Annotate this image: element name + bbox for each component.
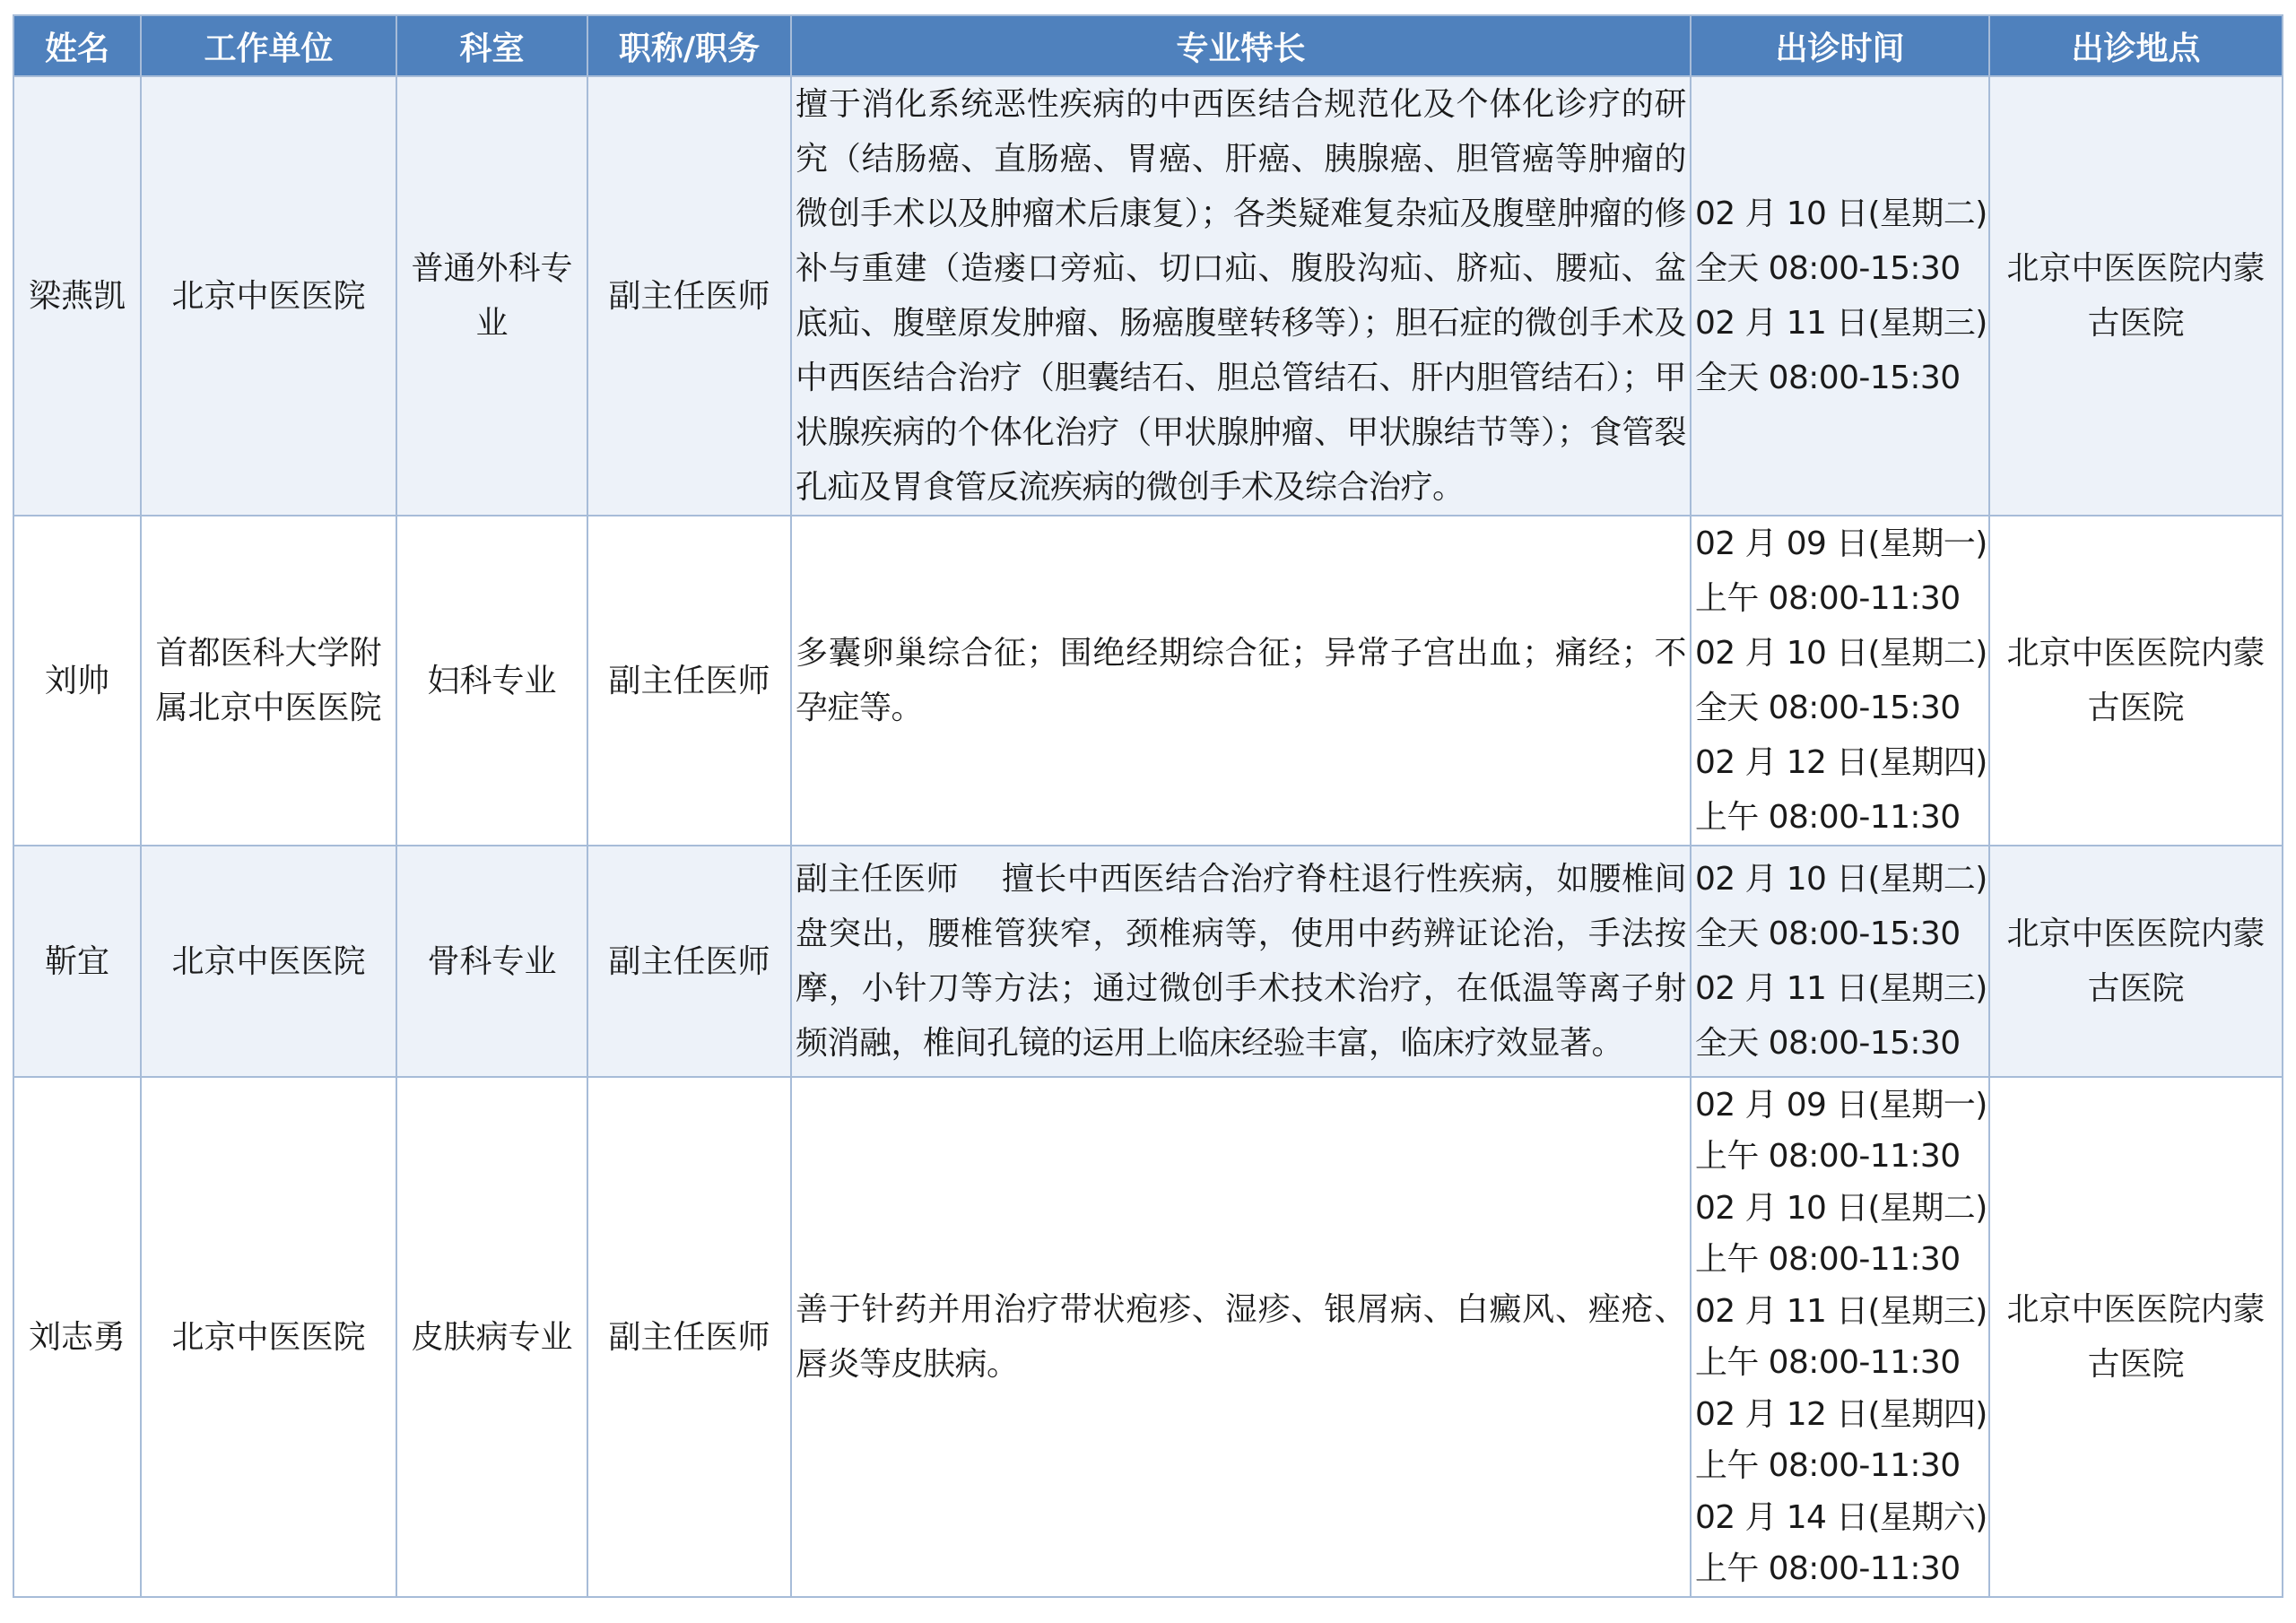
header-unit: 工作单位 [141,15,396,76]
clinic-location: 北京中医医院内蒙古医院 [1989,1077,2283,1597]
time-line: 02 月 10 日(星期二) [1695,861,1987,898]
table-row [13,1077,2283,1597]
time-line: 全天 08:00-15:30 [1695,1025,1961,1062]
department: 皮肤病专业 [396,1077,587,1597]
time-line: 上午 08:00-11:30 [1695,799,1961,836]
time-line: 02 月 11 日(星期三) [1695,1292,1987,1330]
time-line: 上午 08:00-11:30 [1695,1138,1961,1175]
department: 骨科专业 [396,846,587,1077]
time-line: 上午 08:00-11:30 [1695,580,1961,617]
specialty: 擅于消化系统恶性疾病的中西医结合规范化及个体化诊疗的研究（结肠癌、直肠癌、胃癌、肝癌、胰腺癌、胆管癌等肿瘤的微创手术以及肿瘤术后康复）；各类疑难复杂疝及腹壁肿瘤的修补与重建（造瘘口旁疝、切口疝、腹股沟疝、脐疝、腰疝、盆底疝、腹壁原发肿瘤、肠癌腹壁转移等）；胆石症的微创手术及中西医结合治疗（胆囊结石、胆总管结石、肝内胆管结石）；甲状腺疾病的个体化治疗（甲状腺肿瘤、甲状腺结节等）；食管裂孔疝及胃食管反流疾病的微创手术及综合治疗。 [791,76,1691,516]
doctor-name: 刘志勇 [13,1077,141,1597]
job-title: 副主任医师 [587,846,791,1077]
clinic-time [1691,1077,1989,1597]
job-title: 副主任医师 [587,76,791,516]
time-line: 02 月 10 日(星期二) [1695,1189,1987,1227]
header-row [13,15,2283,76]
header-title: 职称/职务 [587,15,791,76]
clinic-time [1691,516,1989,846]
time-line: 上午 08:00-11:30 [1695,1447,1961,1484]
table-row [13,846,2283,1077]
table-row [13,516,2283,846]
time-line: 02 月 10 日(星期二) [1695,635,1987,672]
clinic-location: 北京中医医院内蒙古医院 [1989,846,2283,1077]
department: 妇科专业 [396,516,587,846]
department: 普通外科专业 [396,76,587,516]
work-unit: 北京中医医院 [141,76,396,516]
work-unit: 北京中医医院 [141,846,396,1077]
doctor-name: 刘帅 [13,516,141,846]
time-line: 全天 08:00-15:30 [1695,250,1961,287]
specialty: 善于针药并用治疗带状疱疹、湿疹、银屑病、白癜风、痤疮、唇炎等皮肤病。 [791,1077,1691,1597]
time-line: 02 月 12 日(星期四) [1695,744,1987,781]
doctor-name: 靳宜 [13,846,141,1077]
time-line: 02 月 09 日(星期一) [1695,525,1987,562]
specialty: 副主任医师 擅长中西医结合治疗脊柱退行性疾病，如腰椎间盘突出，腰椎管狭窄，颈椎病等，使用中药辨证论治，手法按摩，小针刀等方法；通过微创手术技术治疗，在低温等离子射频消融，椎间孔镜的运用上临床经验丰富，临床疗效显著。 [791,846,1691,1077]
work-unit: 首都医科大学附属北京中医医院 [141,516,396,846]
header-specialty: 专业特长 [791,15,1691,76]
time-line: 全天 08:00-15:30 [1695,690,1961,726]
time-line: 上午 08:00-11:30 [1695,1344,1961,1381]
header-dept: 科室 [396,15,587,76]
doctor-name: 梁燕凯 [13,76,141,516]
header-location: 出诊地点 [1989,15,2283,76]
time-line: 02 月 09 日(星期一) [1695,1086,1987,1124]
header-time: 出诊时间 [1691,15,1989,76]
specialty: 多囊卵巢综合征；围绝经期综合征；异常子宫出血；痛经；不孕症等。 [791,516,1691,846]
time-line: 全天 08:00-15:30 [1695,916,1961,952]
clinic-time [1691,76,1989,516]
clinic-location: 北京中医医院内蒙古医院 [1989,516,2283,846]
time-line: 上午 08:00-11:30 [1695,1241,1961,1278]
time-line: 上午 08:00-11:30 [1695,1550,1961,1587]
doctor-schedule-table [13,14,2283,1598]
time-line: 02 月 14 日(星期六) [1695,1498,1987,1536]
clinic-location: 北京中医医院内蒙古医院 [1989,76,2283,516]
work-unit: 北京中医医院 [141,1077,396,1597]
time-line: 02 月 11 日(星期三) [1695,970,1987,1007]
time-line: 02 月 12 日(星期四) [1695,1395,1987,1433]
job-title: 副主任医师 [587,516,791,846]
clinic-time [1691,846,1989,1077]
time-line: 全天 08:00-15:30 [1695,360,1961,396]
time-line: 02 月 11 日(星期三) [1695,305,1987,342]
table-row [13,76,2283,516]
header-name: 姓名 [13,15,141,76]
job-title: 副主任医师 [587,1077,791,1597]
time-line: 02 月 10 日(星期二) [1695,195,1987,232]
